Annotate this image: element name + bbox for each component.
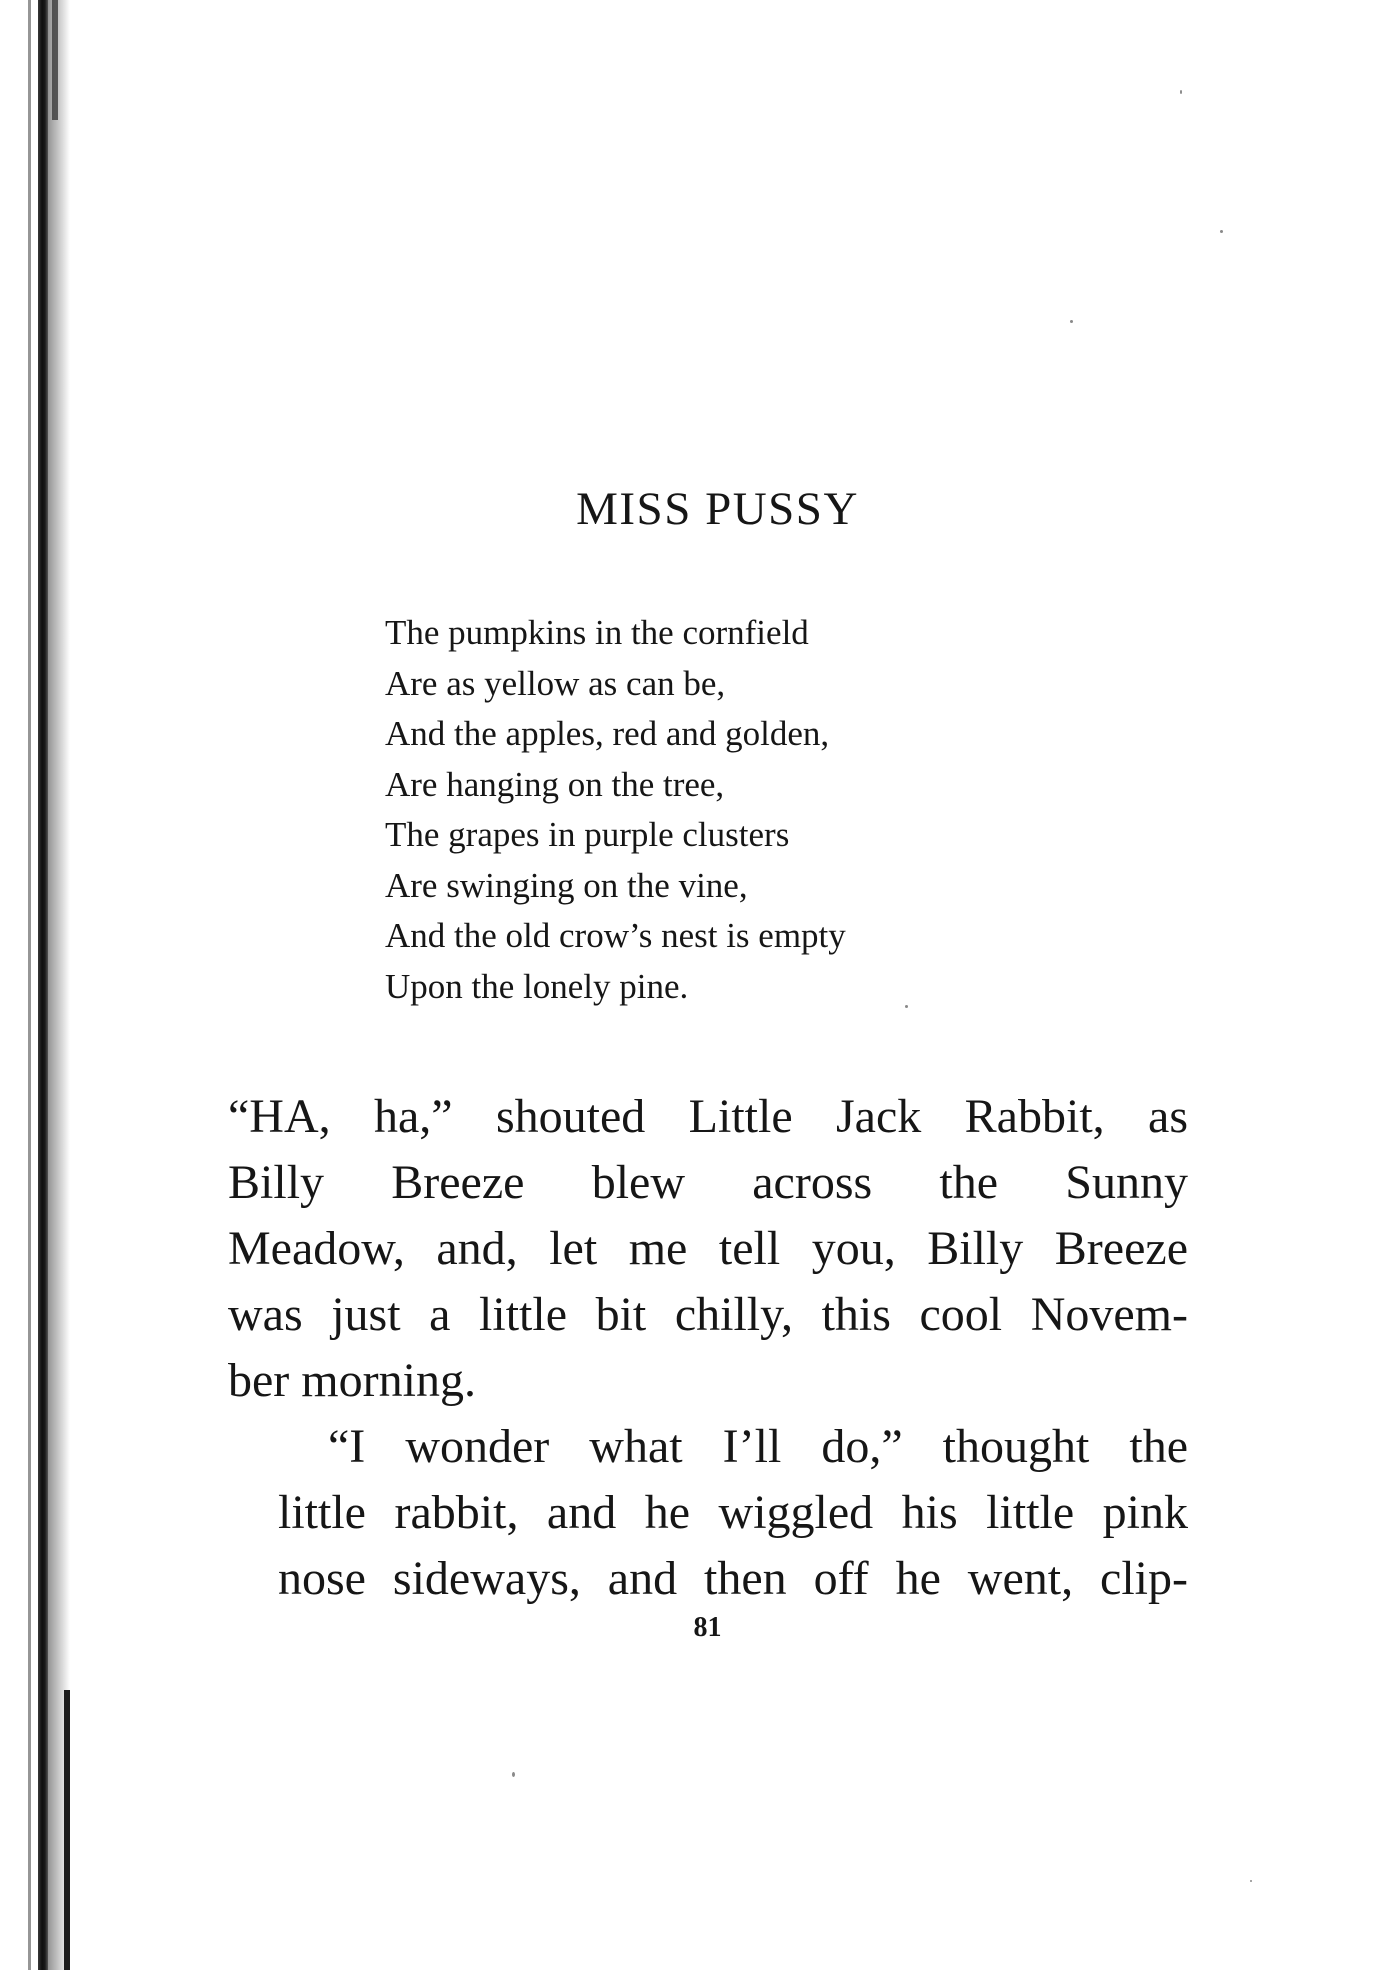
scan-speck <box>1180 90 1182 94</box>
scan-speck <box>1070 320 1073 323</box>
binding-edge-main <box>38 0 48 1970</box>
binding-edge-line <box>28 0 31 1970</box>
scan-speck <box>1220 230 1223 233</box>
scan-speck <box>512 1772 515 1777</box>
scan-speck <box>905 1005 908 1008</box>
paragraph-line: ber morning. <box>228 1354 476 1407</box>
poem-line: Are hanging on the tree, <box>385 764 725 804</box>
binding-edge-fade <box>48 0 70 1970</box>
paragraph-line: was just a little bit chilly, this cool Novem- <box>228 1288 1188 1341</box>
poem-line: The grapes in purple clusters <box>385 815 790 854</box>
paragraph-line: “HA, ha,” shouted Little Jack Rabbit, as <box>228 1090 1188 1143</box>
poem-line: And the old crow’s nest is empty <box>385 916 846 955</box>
poem-line: And the apples, red and golden, <box>385 714 830 753</box>
page-number: 81 <box>693 1612 722 1643</box>
poem-line: Are as yellow as can be, <box>385 663 726 703</box>
poem <box>385 608 846 1012</box>
paragraph-line: Meadow, and, let me tell you, Billy Breeze <box>228 1222 1188 1275</box>
poem-line: The pumpkins in the cornfield <box>385 613 809 652</box>
binding-edge-shadow <box>28 0 64 1970</box>
scan-speck <box>1250 1880 1252 1882</box>
chapter-title: MISS PUSSY <box>576 483 859 535</box>
paragraph-line: little rabbit, and he wiggled his little pink <box>278 1486 1188 1539</box>
paragraph-line: “I wonder what I’ll do,” thought the <box>328 1420 1188 1473</box>
paragraph-2 <box>228 1414 1188 1612</box>
poem-line: Are swinging on the vine, <box>385 865 748 905</box>
paragraph-line: nose sideways, and then off he went, clip- <box>278 1552 1188 1605</box>
binding-edge-bottom <box>64 1690 70 1970</box>
paragraph-line: Billy Breeze blew across the Sunny <box>228 1156 1188 1209</box>
paragraph-1 <box>228 1084 1188 1414</box>
poem-line: Upon the lonely pine. <box>385 966 689 1006</box>
